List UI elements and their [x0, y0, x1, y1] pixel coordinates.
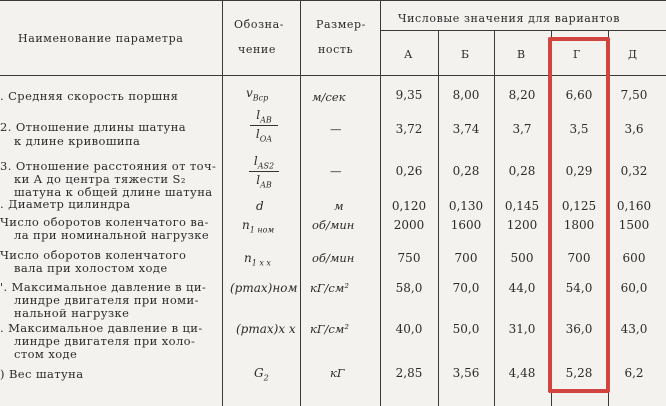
- cell-r3-v: 0,28: [508, 164, 536, 178]
- row7-symbol: (pmax)ном: [230, 281, 298, 295]
- cell-r3-a: 0,26: [395, 164, 423, 178]
- row8-name-1: . Максимальное давление в ци-: [0, 321, 203, 335]
- cell-r7-a: 58,0: [395, 281, 423, 295]
- row8-name-2: линдре двигателя при холо-: [14, 334, 196, 348]
- cell-r1-a: 9,35: [395, 88, 423, 102]
- cell-r5-g: 1800: [563, 218, 595, 232]
- row3-name-2: ки A до центра тяжести S₂: [14, 172, 186, 186]
- cell-r7-v: 44,0: [508, 281, 536, 295]
- header-param: Наименование параметра: [18, 32, 184, 45]
- cell-r8-d: 43,0: [620, 322, 648, 336]
- row6-unit: об/мин: [312, 251, 355, 265]
- cell-r7-d: 60,0: [620, 281, 648, 295]
- cell-r4-v: 0,145: [504, 199, 540, 213]
- row4-unit: м: [334, 199, 344, 213]
- row9-unit: кГ: [330, 366, 345, 380]
- row2-name-1: 2. Отношение длины шатуна: [0, 120, 187, 134]
- col-divider-1: [222, 0, 223, 406]
- row5-unit: об/мин: [312, 218, 355, 232]
- header-dimension-1: Размер-: [316, 18, 366, 31]
- variant-g: Г: [573, 48, 581, 61]
- row9-symbol: $G_2$: [254, 366, 269, 383]
- header-symbol-2: чение: [238, 43, 276, 56]
- cell-r7-b: 70,0: [452, 281, 480, 295]
- cell-r5-b: 1600: [450, 218, 482, 232]
- col-divider-2: [300, 0, 301, 406]
- header-symbol-1: Обозна-: [234, 18, 285, 31]
- header-dimension-2: ность: [318, 43, 354, 56]
- row3-unit: —: [330, 164, 342, 178]
- cell-r3-b: 0,28: [452, 164, 480, 178]
- col-divider-b: [494, 31, 495, 406]
- cell-r2-g: 3,5: [569, 122, 589, 136]
- cell-r9-a: 2,85: [395, 366, 423, 380]
- row3-symbol: $l_{AS2}$ $l_{AB}$: [244, 154, 284, 190]
- row6-name-2: вала при холостом ходе: [14, 261, 168, 275]
- row5-name-1: Число оборотов коленчатого ва-: [0, 215, 209, 229]
- row5-symbol: $n_{1 ном}$: [242, 218, 275, 235]
- cell-r9-b: 3,56: [452, 366, 480, 380]
- col-divider-a: [438, 31, 439, 406]
- row6-name-1: Число оборотов коленчатого: [0, 248, 187, 262]
- cell-r3-g: 0,29: [565, 164, 593, 178]
- cell-r8-g: 36,0: [565, 322, 593, 336]
- row7-name-3: нальной нагрузке: [14, 306, 130, 320]
- row4-symbol: d: [256, 199, 264, 213]
- cell-r9-v: 4,48: [508, 366, 536, 380]
- cell-r2-a: 3,72: [395, 122, 423, 136]
- cell-r1-b: 8,00: [452, 88, 480, 102]
- cell-r6-g: 700: [567, 251, 591, 265]
- row3-name-1: 3. Отношение расстояния от точ-: [0, 159, 217, 173]
- cell-r5-a: 2000: [393, 218, 425, 232]
- cell-r1-d: 7,50: [620, 88, 648, 102]
- cell-r8-b: 50,0: [452, 322, 480, 336]
- cell-r7-g: 54,0: [565, 281, 593, 295]
- row7-name-1: '. Максимальное давление в ци-: [0, 280, 207, 294]
- variant-d: Д: [628, 48, 638, 61]
- row2-unit: —: [330, 122, 342, 136]
- cell-r5-d: 1500: [618, 218, 650, 232]
- cell-r2-b: 3,74: [452, 122, 480, 136]
- row2-name-2: к длине кривошипа: [14, 134, 141, 148]
- row4-name: . Диаметр цилиндра: [0, 197, 131, 211]
- row3-name-3: шатуна к общей длине шатуна: [14, 185, 213, 199]
- row1-symbol: $v_{Bср}$: [246, 86, 269, 103]
- cell-r2-d: 3,6: [624, 122, 644, 136]
- cell-r6-v: 500: [510, 251, 534, 265]
- variant-a: А: [404, 48, 413, 61]
- variant-v: В: [517, 48, 526, 61]
- cell-r6-a: 750: [397, 251, 421, 265]
- cell-r4-a: 0,120: [391, 199, 427, 213]
- cell-r1-g: 6,60: [565, 88, 593, 102]
- row8-symbol: (pmax)х х: [236, 322, 296, 336]
- row1-unit: м/сек: [312, 90, 346, 104]
- cell-r6-b: 700: [454, 251, 478, 265]
- col-divider-3: [380, 0, 381, 406]
- cell-r5-v: 1200: [506, 218, 538, 232]
- row5-name-2: ла при номинальной нагрузке: [14, 228, 210, 242]
- cell-r4-b: 0,130: [448, 199, 484, 213]
- row6-symbol: $n_{1 х х}$: [244, 251, 271, 268]
- header-values: Числовые значения для вариантов: [398, 12, 621, 25]
- cell-r4-d: 0,160: [616, 199, 652, 213]
- top-rule: [0, 0, 666, 1]
- row8-unit: кГ/см²: [310, 322, 349, 336]
- cell-r9-d: 6,2: [624, 366, 644, 380]
- cell-r9-g: 5,28: [565, 366, 593, 380]
- variants-rule: [380, 30, 666, 31]
- variant-b: Б: [461, 48, 470, 61]
- cell-r3-d: 0,32: [620, 164, 648, 178]
- cell-r8-a: 40,0: [395, 322, 423, 336]
- cell-r8-v: 31,0: [508, 322, 536, 336]
- row7-unit: кГ/см²: [310, 281, 349, 295]
- row7-name-2: линдре двигателя при номи-: [14, 293, 199, 307]
- cell-r6-d: 600: [622, 251, 646, 265]
- row8-name-3: стом ходе: [14, 347, 78, 361]
- row9-name: ) Вес шатуна: [0, 367, 84, 381]
- column-g-highlight: [548, 37, 610, 393]
- cell-r2-v: 3,7: [512, 122, 532, 136]
- row1-name: . Средняя скорость поршня: [0, 89, 179, 103]
- cell-r1-v: 8,20: [508, 88, 536, 102]
- row2-symbol: $l_{AB}$ $l_{OA}$: [246, 108, 282, 144]
- cell-r4-g: 0,125: [561, 199, 597, 213]
